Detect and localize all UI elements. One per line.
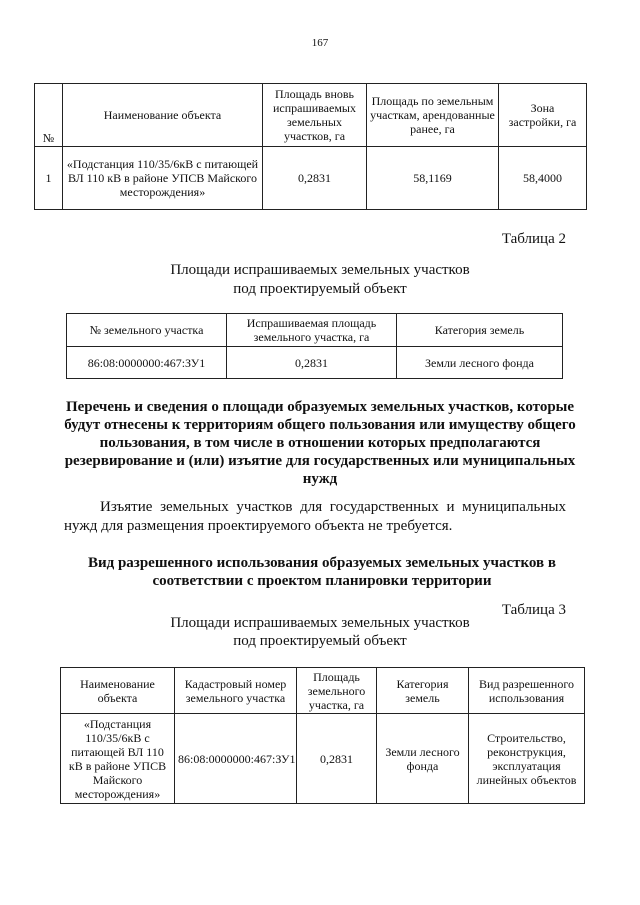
table3-caption-line1: Площади испрашиваемых земельных участков (170, 615, 470, 631)
cell-plot-area: 0,2831 (297, 714, 377, 804)
table-row (67, 347, 563, 379)
section1-heading: Перечень и сведения о площади образуемых земельных участков, которые будут отнесены к территориям общего пользования или имуществу общего пользования, в том числе в отношении которых предполагаются резервирование и (или) изъятие для государственных или муниципальных нужд (64, 399, 576, 487)
cell-new-area: 0,2831 (263, 147, 367, 210)
requested-plots-table (66, 313, 563, 379)
header-plot-area: Площадь земельного участка, га (297, 668, 377, 714)
table-header-row (35, 84, 587, 147)
table3-label: Таблица 3 (501, 602, 566, 618)
cell-cadastral-number: 86:08:0000000:467:ЗУ1 (175, 714, 297, 804)
cell-number: 1 (35, 147, 63, 210)
header-permitted-use: Вид разрешенного использования (469, 668, 585, 714)
header-plot-number: № земельного участка (67, 314, 227, 347)
cell-leased-area: 58,1169 (367, 147, 499, 210)
section1-paragraph: Изъятие земельных участков для государственных и муниципальных нужд для размещения проектируемого объекта не требуется. (64, 499, 566, 534)
cell-object-name: «Подстанция 110/35/6кВ с питающей ВЛ 110 кВ в районе УПСВ Майского месторождения» (63, 147, 263, 210)
header-land-category: Категория земель (377, 668, 469, 714)
header-zone-area: Зона застройки, га (499, 84, 587, 147)
header-leased-area: Площадь по земельным участкам, арендованные ранее, га (367, 84, 499, 147)
permitted-use-table (60, 667, 585, 804)
table2-caption-line1: Площади испрашиваемых земельных участков (170, 262, 470, 278)
table-row (35, 147, 587, 210)
table2-caption-line2: под проектируемый объект (233, 281, 407, 297)
table3-caption-line2: под проектируемый объект (233, 633, 407, 649)
table2-label: Таблица 2 (501, 231, 566, 247)
section2-heading: Вид разрешенного использования образуемых земельных участков в соответствии с проектом планировки территории (87, 555, 556, 589)
header-object-name: Наименование объекта (63, 84, 263, 147)
header-number: № (35, 84, 63, 147)
header-land-category: Категория земель (397, 314, 563, 347)
cell-zone-area: 58,4000 (499, 147, 587, 210)
page-number: 167 (311, 37, 329, 49)
cell-land-category: Земли лесного фонда (377, 714, 469, 804)
header-new-area: Площадь вновь испрашиваемых земельных участков, га (263, 84, 367, 147)
header-requested-area: Испрашиваемая площадь земельного участка, га (227, 314, 397, 347)
table-row (61, 714, 585, 804)
header-cadastral-number: Кадастровый номер земельного участка (175, 668, 297, 714)
cell-plot-number: 86:08:0000000:467:ЗУ1 (67, 347, 227, 379)
cell-permitted-use: Строительство, реконструкция, эксплуатация линейных объектов (469, 714, 585, 804)
cell-land-category: Земли лесного фонда (397, 347, 563, 379)
header-object-name: Наименование объекта (61, 668, 175, 714)
table-header-row (67, 314, 563, 347)
table-header-row (61, 668, 585, 714)
cell-requested-area: 0,2831 (227, 347, 397, 379)
cell-object-name: «Подстанция 110/35/6кВ с питающей ВЛ 110 кВ в районе УПСВ Майского месторождения» (61, 714, 175, 804)
land-area-table (34, 83, 587, 210)
